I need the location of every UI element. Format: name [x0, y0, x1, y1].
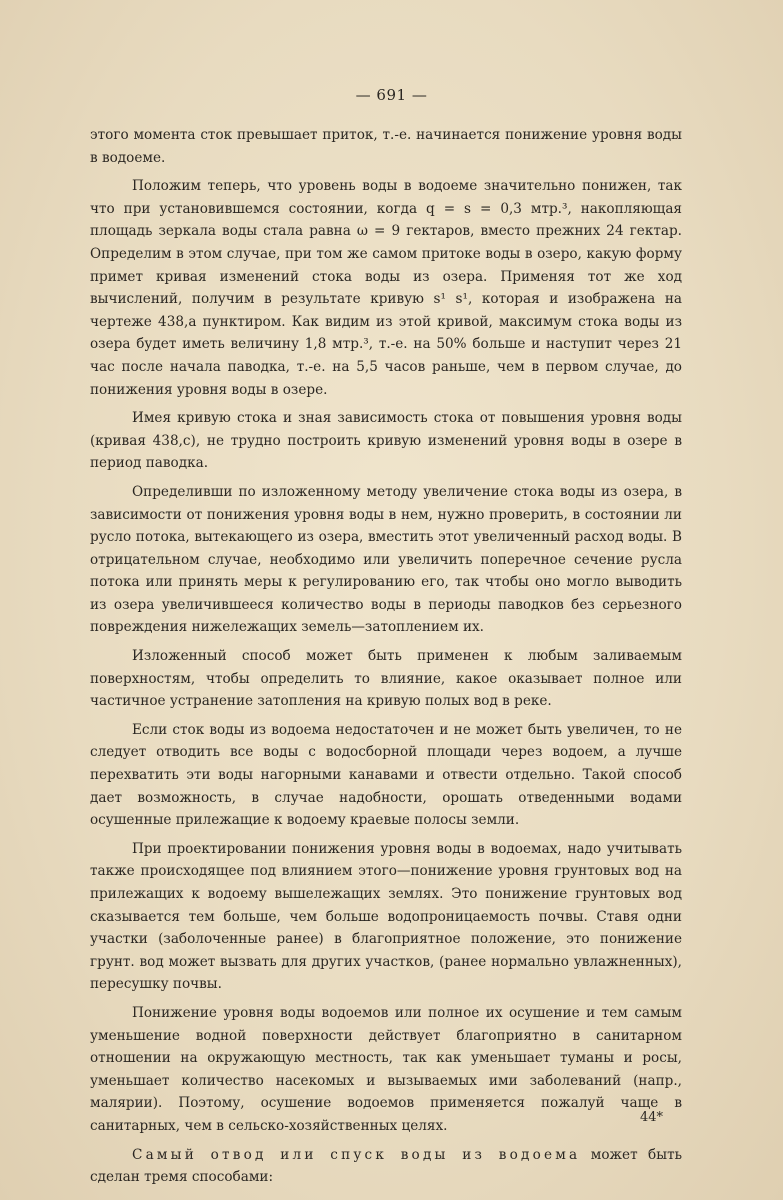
paragraph: Изложенный способ может быть применен к любым заливаемым поверхностям, чтобы определить то влияние, какое оказывает полное или частичное устранение затопления на кривую полых вод в реке. — [90, 648, 682, 710]
paragraph: Определивши по изложенному методу увеличение стока воды из озера, в зависимости от понижения уровня воды в нем, нужно проверить, в состоянии ли русло потока, вытекающего из озера, вместить этот увеличенный расход воды. В отрицательном случае, необходимо или увеличить поперечное сечение русла потока или принять меры к регулированию его, так чтобы оно могло выводить из озера увеличившееся количество воды в периоды паводков без серьезного повреждения нижележащих земель—затоплением их. — [90, 483, 682, 636]
paragraph: Имея кривую стока и зная зависимость стока от повышения уровня воды (кривая 438,c), не трудно построить кривую изменений уровня воды в озере в период паводка. — [90, 410, 682, 472]
paragraph-rest: может быть сделан тремя способами: — [90, 1146, 682, 1186]
paragraph: Положим теперь, что уровень воды в водоеме значительно понижен, так что при установившемся состоянии, когда q = s = 0,3 мтр.³, накопляющая площадь зеркала воды стала равна ω = 9 гектаров, вместо прежних 24 гектар. Определим в этом случае, при том же самом притоке воды в озеро, какую форму примет кривая изменений стока воды из озера. Применяя тот же ход вычислений, получим в результате кривую s¹ s¹, которая и изображена на чертеже 438,a пунктиром. Как видим из этой кривой, максимум стока воды из озера будет иметь величину 1,8 мтр.³, т.-е. на 50% больше и наступит через 21 час после начала паводка, т.-е. на 5,5 часов раньше, чем в первом случае, до понижения уровня воды в озере. — [90, 178, 682, 398]
paragraph: этого момента сток превышает приток, т.-е. начинается понижение уровня воды в водоеме. — [90, 127, 682, 166]
paragraph: Если сток воды из водоема недостаточен и не может быть увеличен, то не следует отводить все воды с водосборной площади через водоем, а лучше перехватить эти воды нагорными канавами и отвести отдельно. Такой способ дает возможность, в случае надобности, орошать отведенными водами осушенные прилежащие к водоему краевые полосы земли. — [90, 721, 682, 829]
paragraph: Понижение уровня воды водоемов или полное их осушение и тем самым уменьшение водной поверхности действует благоприятно в санитарном отношении на окружающую местность, так как уменьшает туманы и росы, уменьшает количество насекомых и вызываемых ими заболеваний (напр., малярии). Поэтому, осушение водоемов применяется пожалуй чаще в санитарных, чем в сельско-хозяйственных целях. — [90, 1004, 682, 1134]
text-body — [90, 124, 682, 1195]
page-number: — 691 — — [355, 86, 428, 104]
signature-mark: 44* — [640, 1110, 664, 1125]
spaced-emphasis: Самый отвод или спуск воды из водоема — [132, 1146, 581, 1163]
last-paragraph — [90, 1144, 682, 1189]
paragraph: При проектировании понижения уровня воды в водоемах, надо учитывать также происходящее под влиянием этого—понижение уровня грунтовых вод на прилежащих к водоему вышележащих землях. Это понижение грунтовых вод сказывается тем больше, чем больше водопроницаемость почвы. Ставя одни участки (заболоченные ранее) в благоприятное положение, это понижение грунт. вод может вызвать для других участков, (ранее нормально увлажненных), пересушку почвы. — [90, 840, 682, 993]
